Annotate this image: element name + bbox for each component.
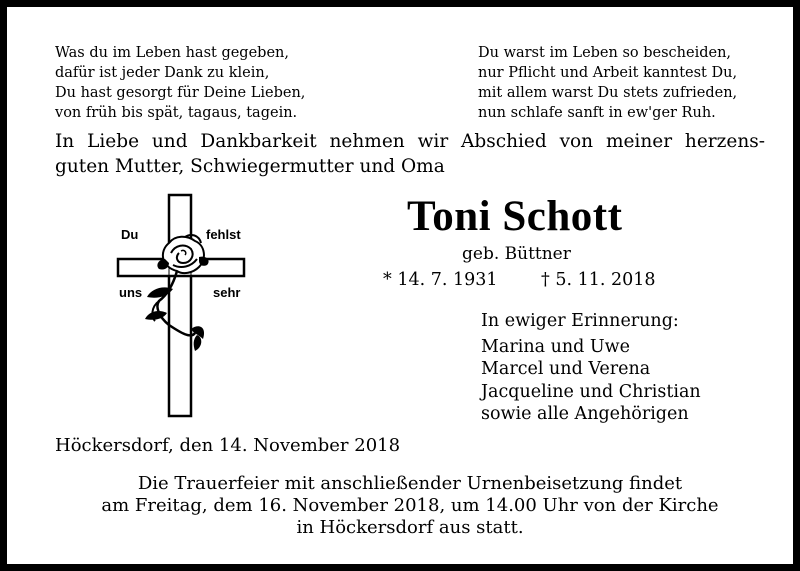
poem-line: Du warst im Leben so bescheiden, (478, 45, 732, 61)
mourner-name: Jacqueline und Christian (481, 381, 701, 402)
place-date: Höckersdorf, den 14. November 2018 (55, 435, 401, 456)
cross-word: uns (119, 285, 143, 300)
funeral-info (55, 473, 765, 539)
poem-right (478, 43, 737, 123)
mourner-name: Marcel und Verena (481, 359, 651, 379)
mourner-name: sowie alle Angehörigen (481, 404, 689, 424)
poem-line: Du hast gesorgt für Deine Lieben, (55, 85, 306, 101)
intro-line: In Liebe und Dankbarkeit nehmen wir Abschied von meiner herzens- (55, 131, 765, 152)
poem-line: von früh bis spät, tagaus, tagein. (55, 105, 298, 121)
intro-text (55, 129, 765, 179)
death-date: † 5. 11. 2018 (541, 270, 656, 290)
cross-with-rose (115, 193, 250, 419)
poem-line: nun schlafe sanft in ew'ger Ruh. (478, 105, 716, 121)
poem-line: mit allem warst Du stets zufrieden, (478, 85, 738, 101)
cross-word: sehr (213, 285, 241, 300)
deceased-name: Toni Schott (407, 193, 623, 240)
mourner-name: Marina und Uwe (481, 336, 630, 357)
poem-line: Was du im Leben hast gegeben, (55, 45, 289, 61)
mourners-heading: In ewiger Erinnerung: (481, 311, 679, 331)
birth-name: geb. Büttner (462, 244, 571, 264)
cross-word: fehlst (206, 227, 241, 242)
poem-left (55, 43, 305, 123)
birth-date: * 14. 7. 1931 (383, 270, 498, 290)
intro-line: guten Mutter, Schwiegermutter und Oma (55, 156, 445, 177)
funeral-line: am Freitag, dem 16. November 2018, um 14.00 Uhr von der Kirche (101, 495, 719, 516)
poem-line: dafür ist jeder Dank zu klein, (55, 65, 270, 81)
cross-word: Du (121, 227, 139, 242)
poem-line: nur Pflicht und Arbeit kanntest Du, (478, 65, 738, 81)
funeral-line: in Höckersdorf aus statt. (296, 517, 524, 538)
funeral-line: Die Trauerfeier mit anschließender Urnenbeisetzung findet (137, 473, 683, 494)
mourners-list (481, 310, 701, 426)
